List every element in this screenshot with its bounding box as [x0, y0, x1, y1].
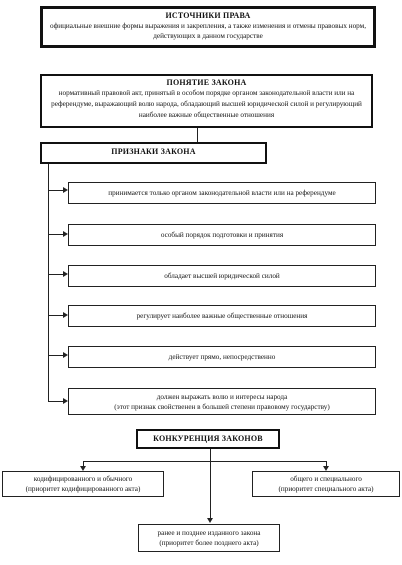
sign-label: особый порядок подготовки и принятия [160, 231, 284, 239]
sign-label: принимается только органом законодательной власти или на референдуме [108, 189, 336, 197]
competition-title: КОНКУРЕНЦИЯ ЗАКОНОВ [153, 434, 263, 443]
branch-line [48, 274, 64, 275]
sign-item [68, 346, 376, 368]
signs-title: ПРИЗНАКИ ЗАКОНА [111, 147, 196, 156]
concept-title: ПОНЯТИЕ ЗАКОНА [166, 78, 247, 87]
sign-item [68, 182, 376, 204]
sign-item [68, 305, 376, 327]
branch-line [48, 401, 64, 402]
sign-item [68, 265, 376, 287]
sign-label-note: (этот признак свойственен в большей степени правовому государству) [114, 403, 330, 411]
competition-left-box [2, 471, 164, 497]
arrow-down [207, 518, 213, 523]
sign-item [68, 224, 376, 246]
branch-line [48, 190, 64, 191]
competition-header-box [136, 429, 280, 449]
signs-trunk-line [48, 164, 49, 401]
competition-bottom-label: ранее и позднее изданного закона [157, 529, 261, 537]
connector-concept-signs [197, 128, 198, 142]
sign-label: действует прямо, непосредственно [168, 353, 276, 361]
sign-label: регулирует наиболее важные общественные отношения [136, 312, 308, 320]
competition-right-box [252, 471, 400, 497]
sources-title: ИСТОЧНИКИ ПРАВА [165, 11, 251, 20]
sign-item [68, 388, 376, 415]
competition-bottom-box [138, 524, 280, 552]
concept-box [40, 74, 373, 128]
branch-line [48, 234, 64, 235]
competition-left-priority: (приоритет кодифицированного акта) [25, 485, 141, 493]
competition-bottom-priority: (приоритет более позднего акта) [159, 539, 259, 547]
concept-text: нормативный правовой акт, принятый в особом порядке органом законодательной власти или на референдуме, выражающий волю народа, обладающий высшей юридической силой и регулирующий наиболее важные общественные отношения [51, 89, 362, 119]
branch-line [48, 315, 64, 316]
competition-right-label: общего и специального [290, 475, 362, 483]
sign-label: обладает высшей юридической силой [164, 272, 280, 280]
sources-box [40, 6, 376, 48]
competition-left-label: кодифицированного и обычного [33, 475, 133, 483]
competition-right-priority: (приоритет специального акта) [278, 485, 374, 493]
sources-text: официальные внешние формы выражения и закрепления, а также изменения и отмены правовых норм, действующих в данном государстве [49, 22, 366, 40]
signs-header-box [40, 142, 267, 164]
competition-horizontal-line [83, 461, 326, 462]
branch-line [48, 355, 64, 356]
sign-label: должен выражать волю и интересы народа [156, 393, 288, 401]
competition-vertical-line [210, 449, 211, 520]
